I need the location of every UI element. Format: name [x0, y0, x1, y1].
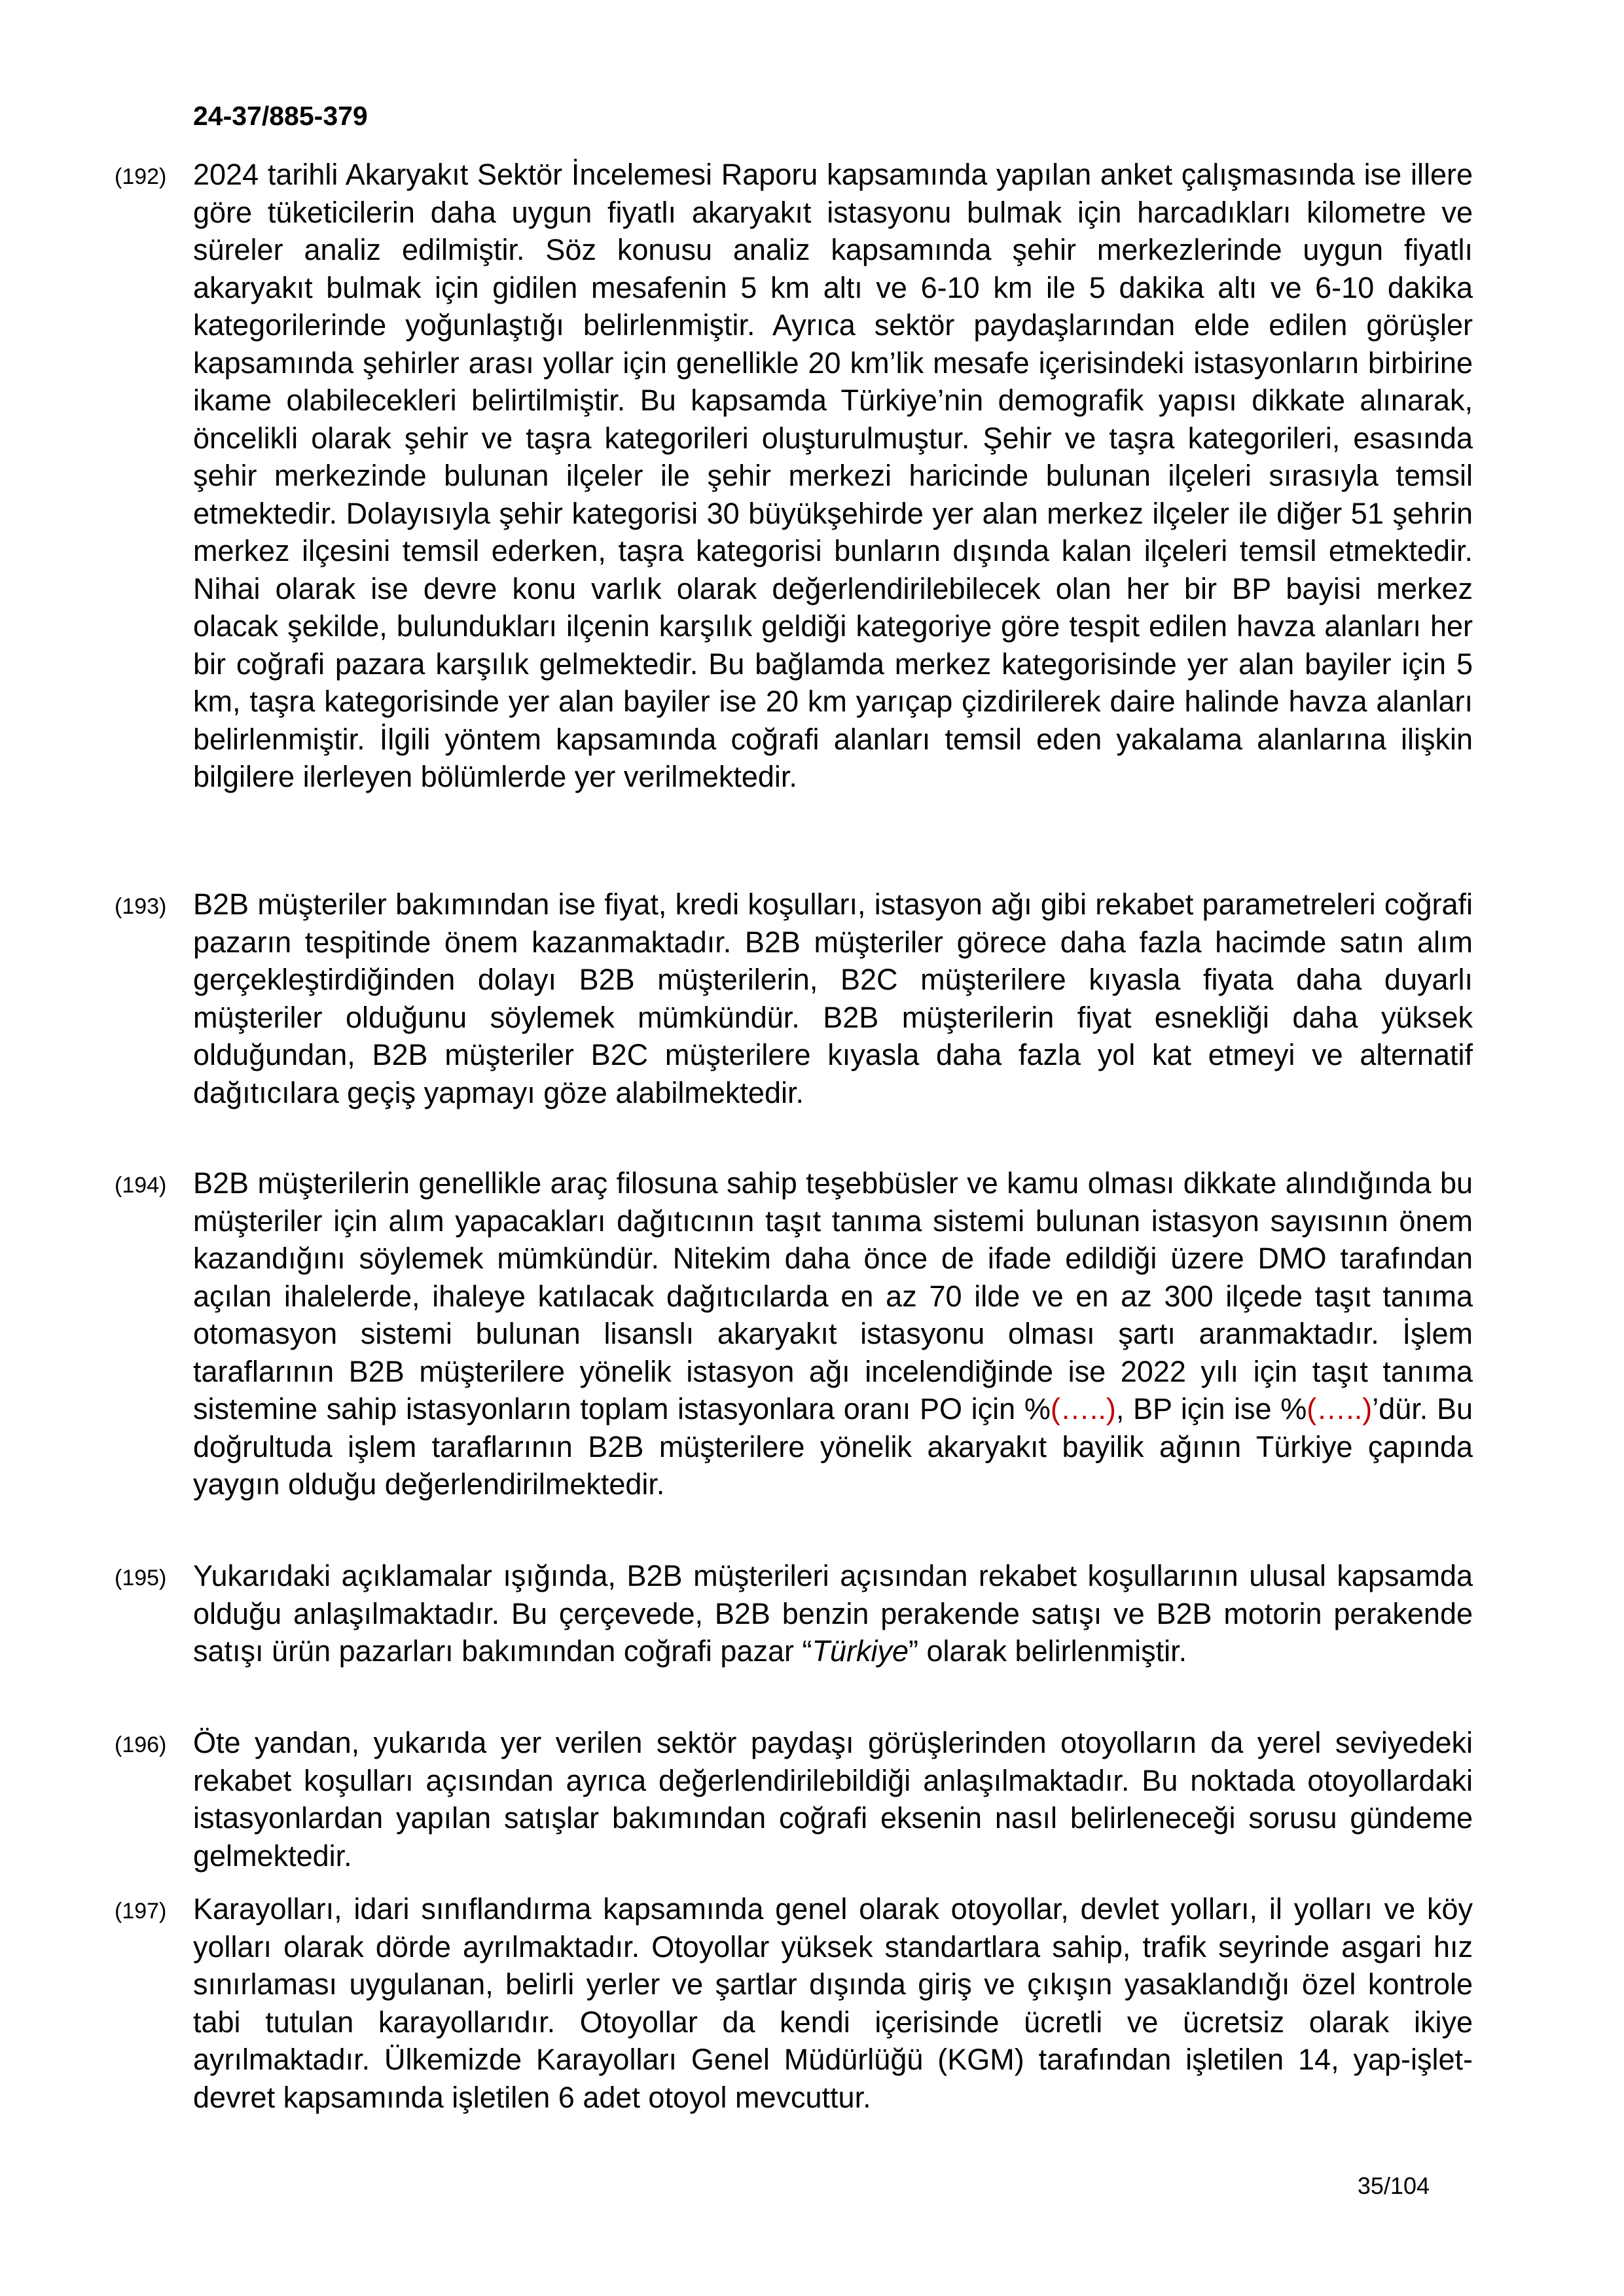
text-segment: Yukarıdaki açıklamalar ışığında, B2B müşterileri açısından rekabet koşullarının ulusal kapsamda olduğu anlaşılmaktadır. Bu çerçevede, B2B benzin perakende satışı ve B2B motorin perakende satışı ürün pazarları bakımından coğrafi pazar “: [193, 1559, 1473, 1668]
paragraph-text: [193, 886, 1473, 1111]
paragraph-number: (197): [115, 1899, 167, 1924]
redacted-value: (…..): [1307, 1392, 1373, 1426]
text-segment: Karayolları, idari sınıflandırma kapsamında genel olarak otoyollar, devlet yolları, il yolları ve köy yolları olarak dörde ayrılmaktadır. Otoyollar yüksek standartlara sahip, trafik seyrinde asgari hız sınırlaması uygulanan, belirli yerler ve şartlar dışında giriş ve çıkışın yasaklandığı özel kontrole tabi tutulan karayollarıdır. Otoyollar da kendi içerisinde ücretli ve ücretsiz olarak ikiye ayrılmaktadır. Ülkemizde Karayolları Genel Müdürlüğü (KGM) tarafından işletilen 14, yap-işlet-devret kapsamında işletilen 6 adet otoyol mevcuttur.: [193, 1892, 1473, 2114]
redacted-value: (…..): [1050, 1392, 1116, 1426]
paragraph-number: (195): [115, 1566, 167, 1590]
text-segment: B2B müşterilerin genellikle araç filosuna sahip teşebbüsler ve kamu olması dikkate alındığında bu müşteriler için alım yapacakları dağıtıcının taşıt tanıma sistemi bulunan istasyon sayısının önem kazandığını söylemek mümkündür. Nitekim daha önce de ifade edildiği üzere DMO tarafından açılan ihalelerde, ihaleye katılacak dağıtıcılarda en az 70 ilde ve en az 300 ilçede taşıt tanıma otomasyon sistemi bulunan lisanslı akaryakıt istasyonu olması şartı aranmaktadır. İşlem taraflarının B2B müşterilere yönelik istasyon ağı incelendiğinde ise 2022 yılı için taşıt tanıma sistemine sahip istasyonların toplam istasyonlara oranı PO için %: [193, 1166, 1473, 1426]
page-number: 35/104: [1357, 2172, 1430, 2199]
text-segment: B2B müşteriler bakımından ise fiyat, kredi koşulları, istasyon ağı gibi rekabet parametreleri coğrafi pazarın tespitinde önem kazanmaktadır. B2B müşteriler görece daha fazla hacimde satın alım gerçekleştirdiğinden dolayı B2B müşterilerin, B2C müşterilere kıyasla fiyata daha duyarlı müşteriler olduğunu söylemek mümkündür. B2B müşterilerin fiyat esnekliği daha yüksek olduğundan, B2B müşteriler B2C müşterilere kıyasla daha fazla yol kat etmeyi ve alternatif dağıtıcılara geçiş yapmayı göze alabilmektedir.: [193, 888, 1473, 1109]
text-segment: , BP için ise %: [1115, 1392, 1307, 1426]
paragraph-text: [193, 156, 1473, 796]
text-segment: Öte yandan, yukarıda yer verilen sektör paydaşı görüşlerinden otoyolların da yerel seviyedeki rekabet koşulları açısından ayrıca değerlendirilebildiği anlaşılmaktadır. Bu noktada otoyollardaki istasyonlardan yapılan satışlar bakımından coğrafi eksenin nasıl belirleneceği sorusu gündeme gelmektedir.: [193, 1726, 1473, 1873]
paragraph-text: [193, 1557, 1473, 1670]
paragraph-text: [193, 1164, 1473, 1503]
text-segment: ’dür. Bu doğrultuda işlem taraflarının B2B müşterilere yönelik akaryakıt bayilik ağının Türkiye çapında yaygın olduğu değerlendirilmektedir.: [193, 1392, 1473, 1501]
paragraph-number: (192): [115, 164, 167, 189]
paragraph-number: (194): [115, 1173, 167, 1198]
paragraph-number: (196): [115, 1732, 167, 1757]
text-segment: 2024 tarihli Akaryakıt Sektör İncelemesi Raporu kapsamında yapılan anket çalışmasında ise illere göre tüketicilerin daha uygun fiyatlı akaryakıt istasyonu bulmak için harcadıkları kilometre ve süreler analiz edilmiştir. Söz konusu analiz kapsamında şehir merkezlerinde uygun fiyatlı akaryakıt bulmak için gidilen mesafenin 5 km altı ve 6-10 km ile 5 dakika altı ve 6-10 dakika kategorilerinde yoğunlaştığı belirlenmiştir. Ayrıca sektör paydaşlarından elde edilen görüşler kapsamında şehirler arası yollar için genellikle 20 km’lik mesafe içerisindeki istasyonların birbirine ikame olabilecekleri belirtilmiştir. Bu kapsamda Türkiye’nin demografik yapısı dikkate alınarak, öncelikli olarak şehir ve taşra kategorileri oluşturulmuştur. Şehir ve taşra kategorileri, esasında şehir merkezinde bulunan ilçeler ile şehir merkezi haricinde bulunan ilçeleri sırasıyla temsil etmektedir. Dolayısıyla şehir kategorisi 30 büyükşehirde yer alan merkez ilçeler ile diğer 51 şehrin merkez ilçesini temsil ederken, taşra kategorisi bunların dışında kalan ilçeleri temsil etmektedir. Nihai olarak ise devre konu varlık olarak değerlendirilebilecek olan her bir BP bayisi merkez olacak şekilde, bulundukları ilçenin karşılık geldiği kategoriye göre tespit edilen havza alanları her bir coğrafi pazara karşılık gelmektedir. Bu bağlamda merkez kategorisinde yer alan bayiler için 5 km, taşra kategorisinde yer alan bayiler ise 20 km yarıçap çizdirilerek daire halinde havza alanları belirlenmiştir. İlgili yöntem kapsamında coğrafi alanları temsil eden yakalama alanlarına ilişkin bilgilere ilerleyen bölümlerde yer verilmektedir.: [193, 158, 1473, 793]
paragraph-text: [193, 1890, 1473, 2116]
emphasis-text: Türkiye: [812, 1634, 909, 1668]
paragraph-text: [193, 1724, 1473, 1874]
paragraph-number: (193): [115, 894, 167, 919]
document-number: 24-37/885-379: [193, 101, 368, 131]
text-segment: ” olarak belirlenmiştir.: [909, 1634, 1187, 1668]
